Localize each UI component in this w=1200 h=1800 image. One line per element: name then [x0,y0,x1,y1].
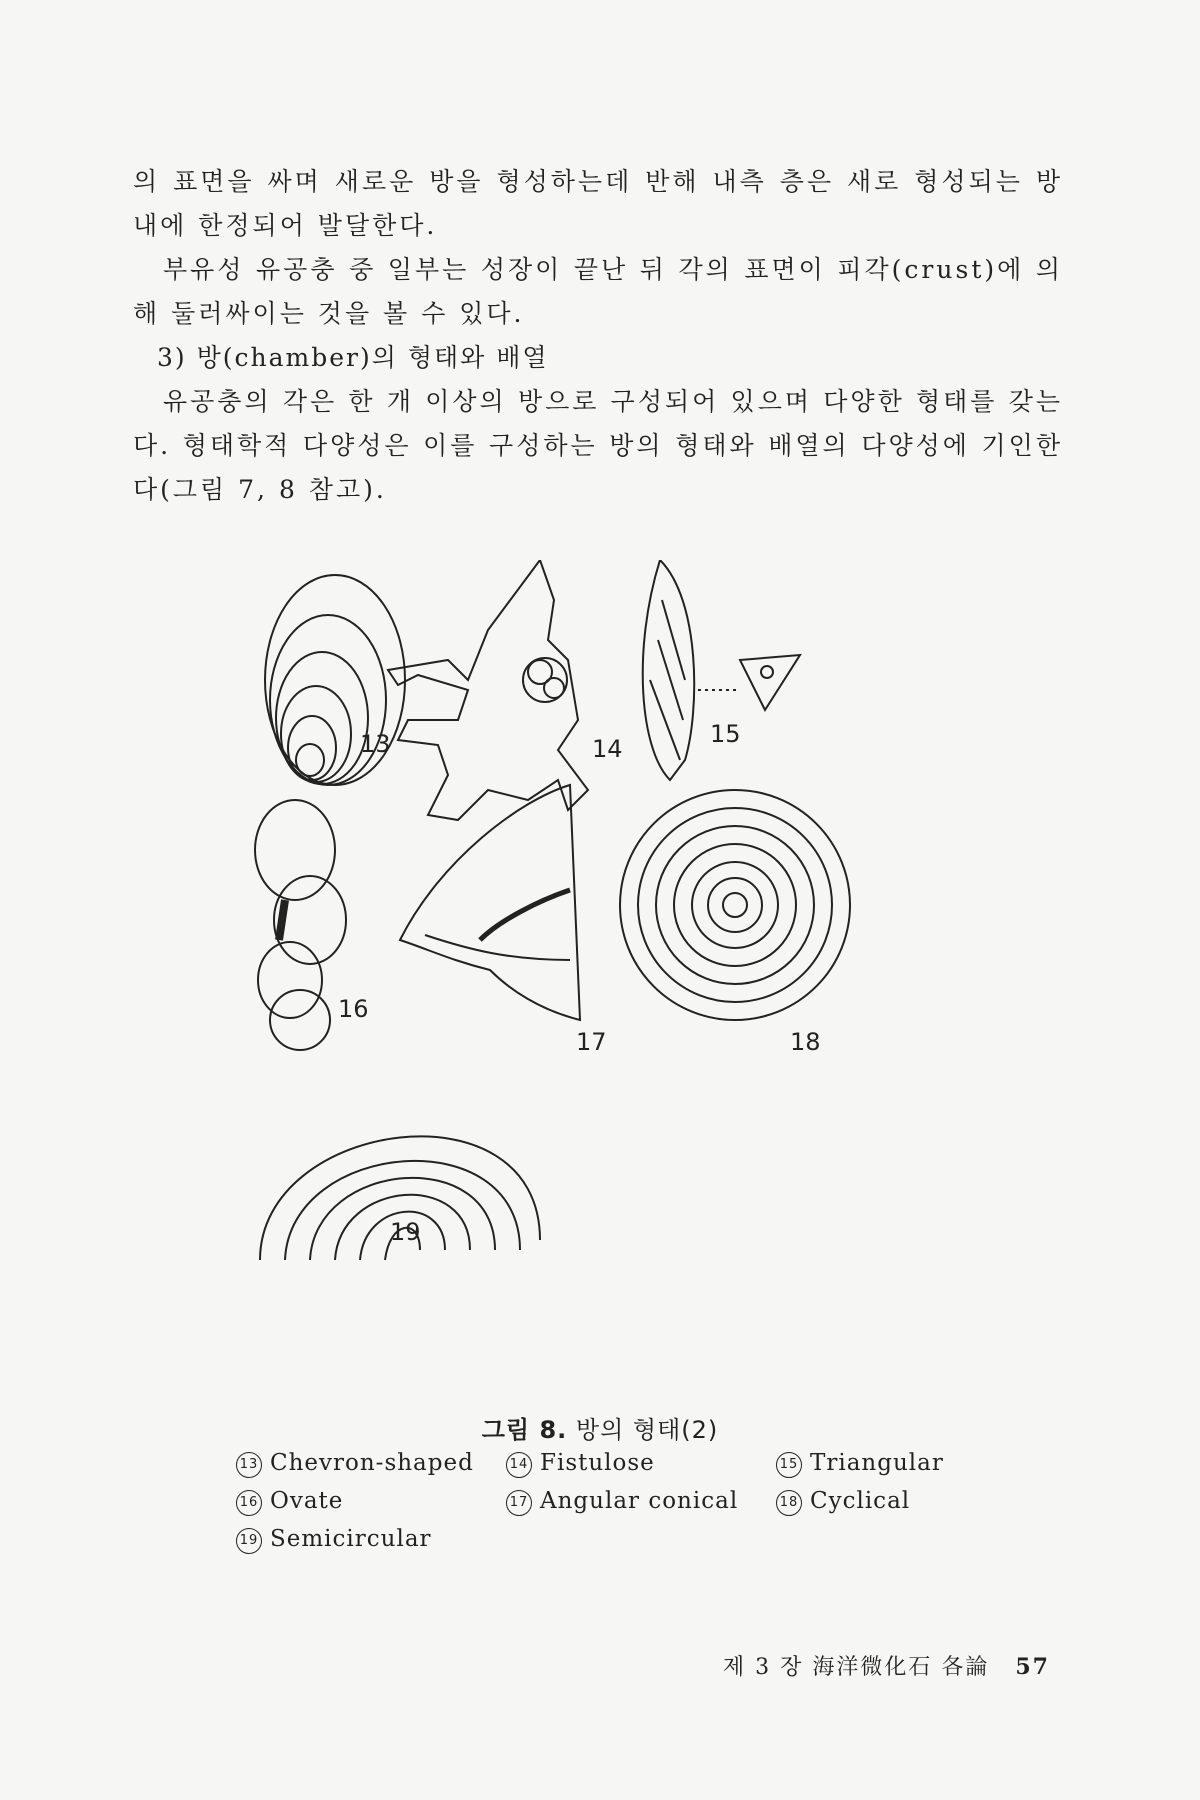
page-number: 57 [1015,1654,1050,1680]
figure-8 [240,560,980,1380]
label-17: 17 [576,1028,607,1056]
legend-name: Fistulose [540,1450,655,1476]
label-16: 16 [338,995,369,1023]
legend-item-14 [506,1450,655,1478]
specimen-18-cyclical [620,790,850,1020]
legend-name: Ovate [270,1488,344,1514]
legend-item-16 [236,1488,343,1516]
caption-title: 방의 형태(2) [575,1416,719,1444]
label-15: 15 [710,720,741,748]
legend-number: 18 [776,1490,802,1516]
paragraph-2: 부유성 유공충 중 일부는 성장이 끝난 뒤 각의 표면이 피각(crust)에 의해 둘러싸이는 것을 볼 수 있다. [133,255,1063,328]
legend-item-13 [236,1450,474,1478]
legend-name: Cyclical [810,1488,911,1514]
body-text [133,160,1063,512]
section-heading: 3) 방(chamber)의 형태와 배열 [157,343,549,372]
specimen-16-ovate [255,800,346,1050]
chamber-shapes-illustration [240,560,980,1380]
legend-name: Semicircular [270,1526,432,1552]
specimen-14-fistulose [388,560,588,820]
label-14: 14 [592,735,623,763]
label-13: 13 [360,730,391,758]
legend-number: 15 [776,1452,802,1478]
legend-name: Angular conical [540,1488,739,1514]
caption-label: 그림 8. [481,1416,568,1444]
page-footer [723,1650,1050,1681]
legend-item-15 [776,1450,944,1478]
paragraph-3: 유공충의 각은 한 개 이상의 방으로 구성되어 있으며 다양한 형태를 갖는다. 형태학적 다양성은 이를 구성하는 방의 형태와 배열의 다양성에 기인한다(그림 7, 8 참고). [133,387,1063,504]
legend-number: 17 [506,1490,532,1516]
label-18: 18 [790,1028,821,1056]
legend-name: Chevron-shaped [270,1450,474,1476]
legend-item-19 [236,1526,432,1554]
legend-item-18 [776,1488,910,1516]
legend-number: 16 [236,1490,262,1516]
chapter-title: 제 3 장 海洋微化石 各論 [722,1655,990,1680]
legend-name: Triangular [810,1450,944,1476]
label-19: 19 [390,1218,421,1246]
legend-item-17 [506,1488,738,1516]
legend-number: 14 [506,1452,532,1478]
legend-number: 13 [236,1452,262,1478]
figure-caption [0,1410,1200,1445]
legend-number: 19 [236,1528,262,1554]
paragraph-1: 의 표면을 싸며 새로운 방을 형성하는데 반해 내측 층은 새로 형성되는 방 내에 한정되어 발달한다. [133,167,1063,240]
specimen-17-angular-conical [400,785,580,1020]
